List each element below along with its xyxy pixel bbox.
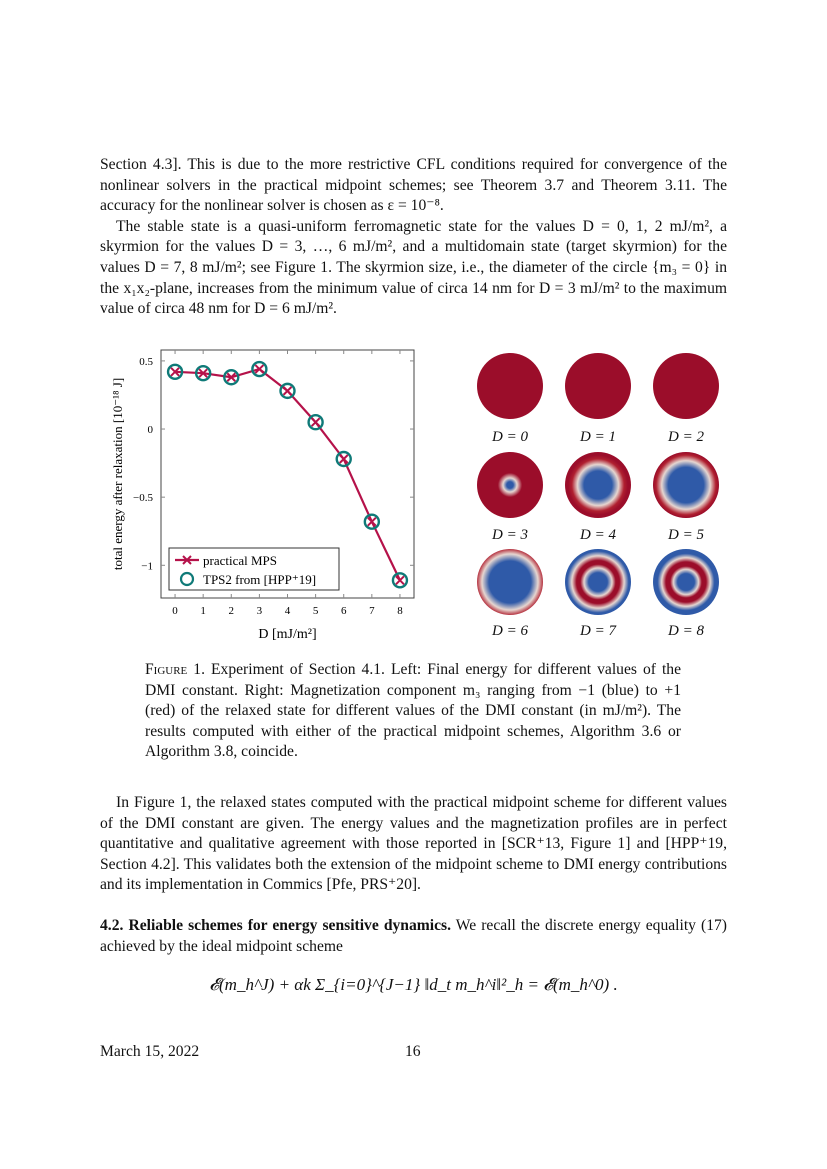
- x-tick-label: 5: [312, 605, 319, 617]
- panel-label: D = 2: [668, 429, 704, 445]
- x-tick-label: 8: [397, 605, 403, 617]
- panel-label: D = 5: [668, 527, 704, 543]
- paragraph-1: Section 4.3]. This is due to the more restrictive CFL conditions required for convergence of the nonlinear solvers in the practical midpoint schemes; see Theorem 3.7 and Theorem 3.11. The accuracy for the nonlinear solver is chosen as ε = 10⁻⁸.: [100, 156, 727, 215]
- panel-disk-d2: [653, 353, 719, 419]
- panel-disk-d3: [477, 452, 543, 518]
- x-tick-label: 6: [340, 605, 347, 617]
- x-tick-label: 3: [256, 605, 263, 617]
- y-axis-label: total energy after relaxation [10⁻¹⁸ J]: [110, 377, 125, 571]
- body-text-bottom: [100, 793, 727, 957]
- y-tick-label: 0.5: [139, 355, 153, 368]
- panel-label: D = 0: [492, 429, 528, 445]
- legend-label: practical MPS: [203, 553, 278, 568]
- energy-chart: [95, 340, 425, 650]
- panel-disk-d8: [653, 549, 719, 615]
- panel-disk-d0: [477, 353, 543, 419]
- figure-caption: [145, 660, 681, 763]
- data-point-practical-mps: [284, 387, 292, 395]
- body-text-top: [100, 155, 727, 320]
- paragraph-4: [100, 916, 727, 957]
- panel-label: D = 8: [668, 623, 704, 639]
- paragraph-3: In Figure 1, the relaxed states computed with the practical midpoint scheme for different values of the DMI constant are given. The energy values and the magnetization profiles are in perfect quantitative and qualitative agreement with those reported in [SCR⁺13, Figure 1] and [HPP⁺19, Section 4.2]. This validates both the extension of the midpoint scheme to DMI energy contributions and its implementation in Commics [Pfe, PRS⁺20].: [100, 794, 727, 894]
- panel-label: D = 3: [492, 527, 528, 543]
- panel-disk-d1: [565, 353, 631, 419]
- panel-disk-d7: [565, 549, 631, 615]
- panel-label: D = 4: [580, 527, 616, 543]
- page-number: 16: [405, 1043, 421, 1060]
- panel-disk-d4: [565, 452, 631, 518]
- data-point-practical-mps: [340, 455, 348, 463]
- legend-label: TPS2 from [HPP⁺19]: [203, 572, 317, 587]
- x-tick-label: 4: [284, 605, 291, 617]
- data-point-practical-mps: [312, 418, 320, 426]
- panel-disk-d6: [477, 549, 543, 615]
- x-tick-label: 1: [200, 605, 206, 617]
- caption-text: Experiment of Section 4.1. Left: Final energy for different values of the DMI constant. Right: Magnetization component m₃ ranging from −1 (blue) to +1 (red) of the relaxed state for different values of the DMI constant (in mJ/m²). The results computed with either of the practical midpoint schemes, Algorithm 3.6 or Algorithm 3.8, coincide.: [145, 661, 682, 761]
- section-heading: 4.2. Reliable schemes for energy sensitive dynamics.: [100, 916, 451, 934]
- panel-disk-d5: [653, 452, 719, 518]
- footer-date: March 15, 2022: [100, 1043, 200, 1060]
- x-tick-label: 2: [228, 605, 235, 617]
- x-axis-label: D [mJ/m²]: [258, 627, 317, 642]
- paragraph-4-text: We recall the discrete energy equality (17) achieved by the ideal midpoint scheme: [100, 916, 728, 955]
- y-tick-label: 0: [147, 424, 153, 437]
- panel-label: D = 1: [580, 429, 616, 445]
- x-tick-label: 0: [172, 605, 178, 617]
- data-point-practical-mps: [368, 518, 376, 526]
- energy-equation: 𝓔(m_h^J) + αk Σ_{i=0}^{J−1} ‖d_t m_h^i‖²_h = 𝓔(m_h^0) .: [209, 975, 618, 994]
- data-point-practical-mps: [396, 576, 404, 584]
- panel-label: D = 6: [492, 623, 528, 639]
- panel-label: D = 7: [580, 623, 616, 639]
- x-tick-label: 7: [369, 605, 375, 617]
- y-tick-label: −1: [141, 560, 153, 573]
- y-tick-label: −0.5: [133, 492, 153, 505]
- paragraph-2: The stable state is a quasi-uniform ferromagnetic state for the values D = 0, 1, 2 mJ/m², a skyrmion for the values D = 3, …, 6 mJ/m², and a multidomain state (target skyrmion) for the values D = 7, 8 mJ/m²; see Figure 1. The skyrmion size, i.e., the diameter of the circle {m₃ = 0} in the x₁x₂-plane, increases from the minimum value of circa 14 nm for D = 3 mJ/m² to the maximum value of circa 48 nm for D = 6 mJ/m².: [100, 217, 727, 318]
- caption-label: Figure 1.: [145, 661, 205, 678]
